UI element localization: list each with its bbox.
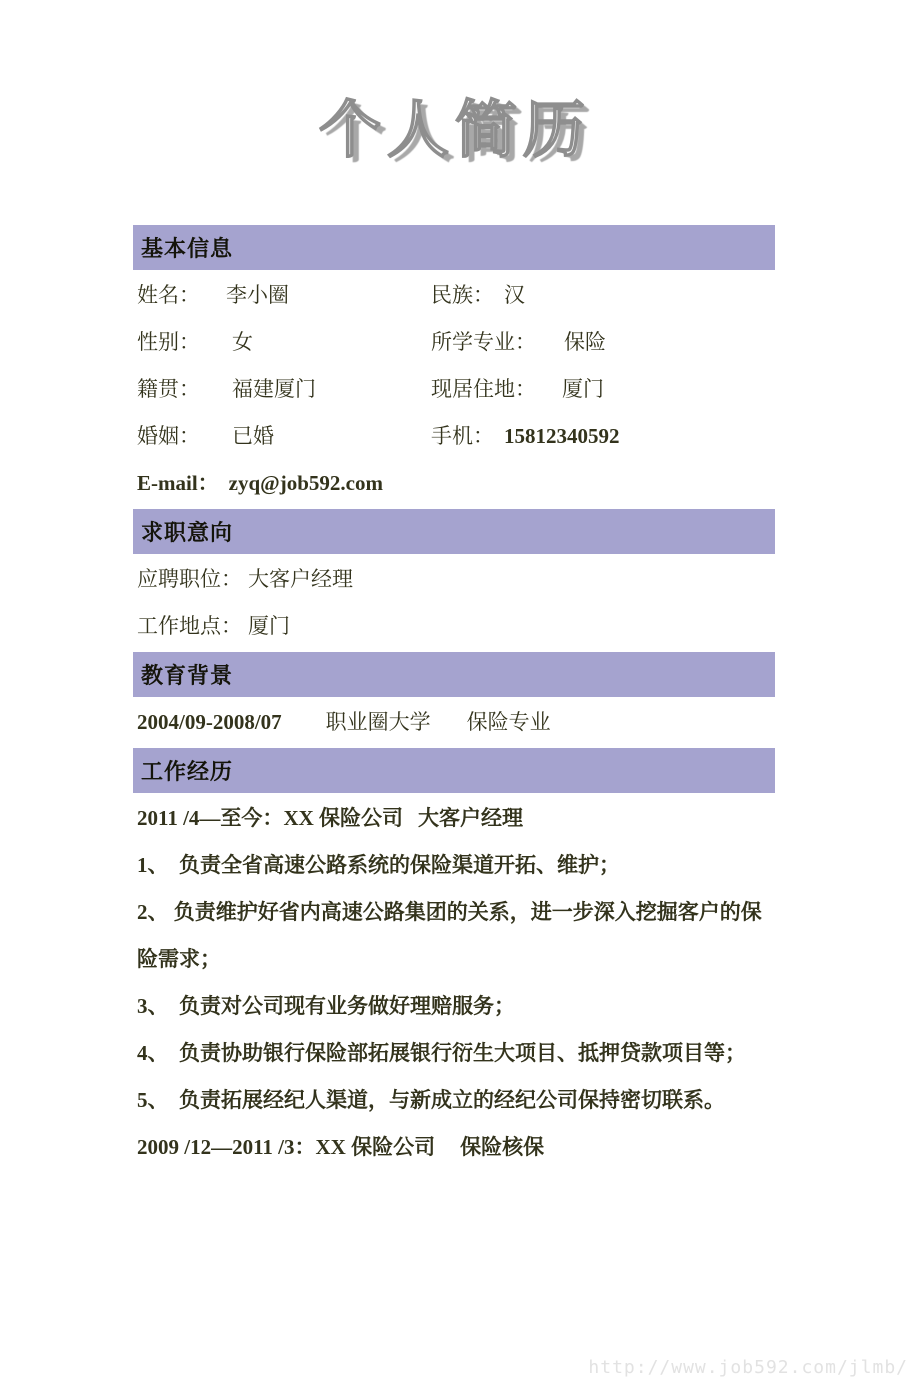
section-bar-work-experience: [133, 748, 775, 793]
section-bar-education: [133, 652, 775, 697]
section-bar-job-intention: [133, 509, 775, 554]
row-email: [133, 460, 775, 507]
field-ethnicity: [431, 272, 775, 319]
row-education: [133, 699, 775, 746]
job1-company: XX 保险公司: [283, 806, 404, 831]
section-header-job-intention: 求职意向: [141, 520, 234, 546]
field-marriage: [137, 413, 431, 460]
field-gender: [137, 319, 431, 366]
field-name: [137, 272, 431, 319]
gender-value: 女: [232, 330, 253, 355]
email-value: zyq@job592.com: [228, 471, 383, 496]
gender-label: 性别：: [137, 330, 200, 355]
field-residence: [431, 366, 775, 413]
job2-period: 2009 /12—2011 /3：: [137, 1135, 316, 1160]
marriage-label: 婚姻：: [137, 424, 200, 449]
row-marriage-mobile: [133, 413, 775, 460]
work-location-value: 厦门: [248, 614, 290, 639]
ethnicity-label: 民族：: [431, 283, 494, 308]
major-value: 保险: [564, 330, 606, 355]
row-target-position: [133, 556, 775, 603]
job1-position: 大客户经理: [418, 806, 524, 831]
row-name-ethnicity: [133, 272, 775, 319]
section-header-work-experience: 工作经历: [141, 759, 234, 785]
email-label: E-mail：: [137, 471, 219, 496]
field-major: [431, 319, 775, 366]
native-place-label: 籍贯：: [137, 377, 200, 402]
job1-duty-3: 3、 负责对公司现有业务做好理赔服务；: [137, 994, 515, 1019]
row-job1-heading: [133, 795, 775, 842]
row-nativeplace-residence: [133, 366, 775, 413]
education-major: 保险专业: [466, 710, 551, 735]
field-native-place: [137, 366, 431, 413]
job1-period: 2011 /4—至今：: [137, 806, 284, 831]
row-gender-major: [133, 319, 775, 366]
job2-company: XX 保险公司: [315, 1135, 436, 1160]
native-place-value: 福建厦门: [232, 377, 316, 402]
row-work-location: [133, 603, 775, 650]
row-job2-heading: [133, 1124, 775, 1171]
name-label: 姓名：: [137, 283, 200, 308]
page-title: 个人简历: [318, 97, 591, 165]
job1-duty-5: 5、 负责拓展经纪人渠道，与新成立的经纪公司保持密切联系。: [137, 1088, 725, 1113]
field-mobile: [431, 413, 775, 460]
mobile-label: 手机：: [431, 424, 494, 449]
job2-position: 保险核保: [460, 1135, 545, 1160]
residence-value: 厦门: [562, 377, 604, 402]
target-position-label: 应聘职位：: [137, 567, 242, 592]
marriage-value: 已婚: [232, 424, 274, 449]
ethnicity-value: 汉: [504, 283, 525, 308]
residence-label: 现居住地：: [431, 377, 536, 402]
mobile-value: 15812340592: [504, 424, 620, 449]
target-position-value: 大客户经理: [248, 567, 353, 592]
work-location-label: 工作地点：: [137, 614, 242, 639]
section-bar-basic-info: [133, 225, 775, 270]
site-watermark: http://www.job592.com/jlmb/: [588, 1357, 908, 1378]
job1-duty-2: 2、 负责维护好省内高速公路集团的关系，进一步深入挖掘客户的保险需求；: [137, 900, 762, 972]
name-value: 李小圈: [226, 283, 289, 308]
resume-content: [133, 225, 775, 1171]
education-school: 职业圈大学: [325, 710, 431, 735]
job1-duty-1: 1、 负责全省高速公路系统的保险渠道开拓、维护；: [137, 853, 620, 878]
major-label: 所学专业：: [431, 330, 536, 355]
education-date: 2004/09-2008/07: [137, 710, 282, 735]
job1-duty-4: 4、 负责协助银行保险部拓展银行衍生大项目、抵押贷款项目等；: [137, 1041, 746, 1066]
section-header-basic-info: 基本信息: [141, 236, 234, 262]
section-header-education: 教育背景: [141, 663, 234, 689]
